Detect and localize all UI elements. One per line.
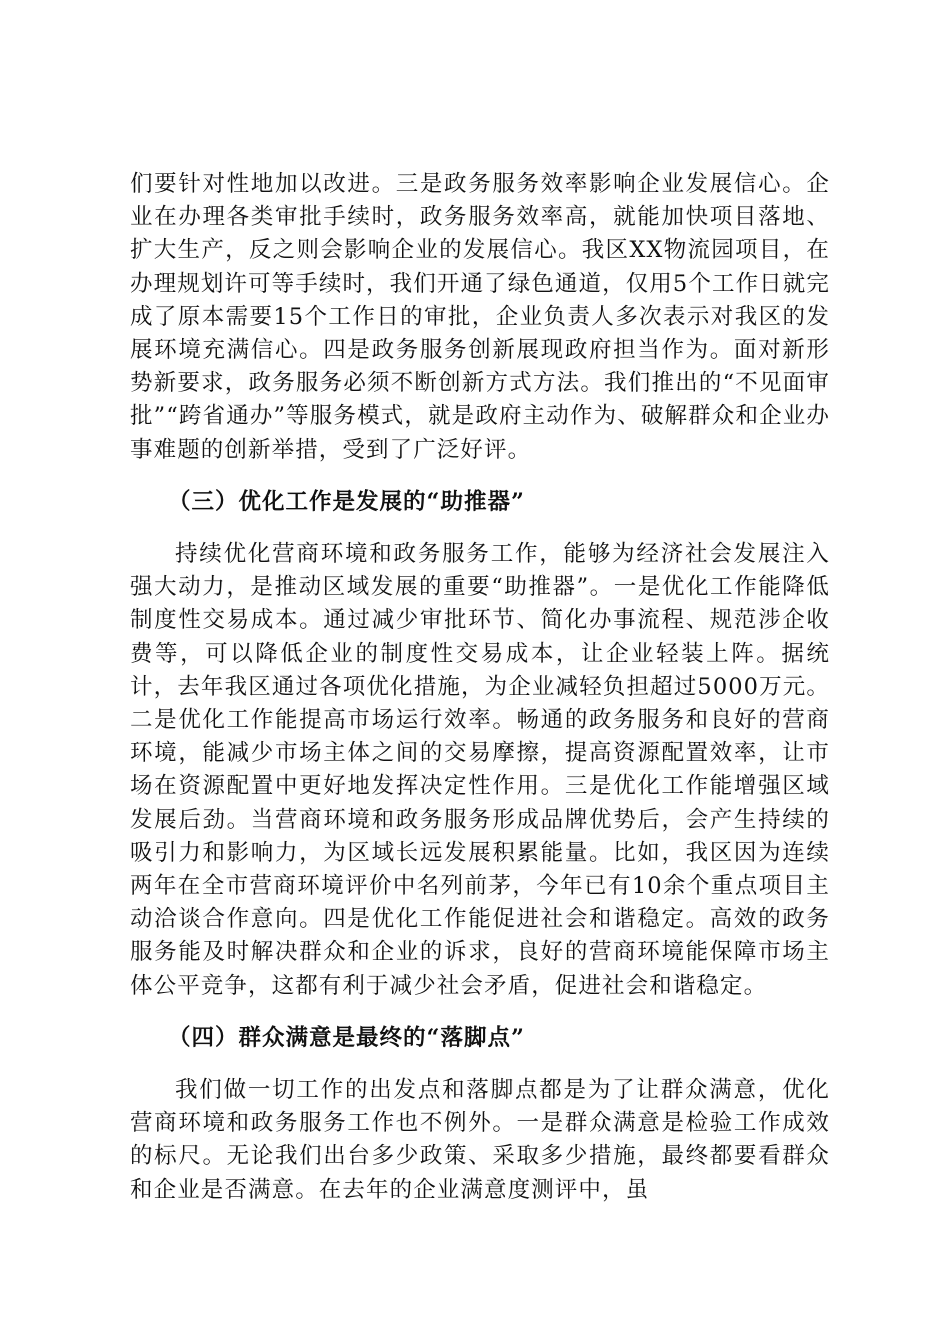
spacer <box>130 1003 830 1022</box>
section-heading-4: （四）群众满意是最终的“落脚点” <box>168 1024 525 1051</box>
section-heading-3: （三）优化工作是发展的“助推器” <box>168 488 525 515</box>
spacer <box>130 467 830 486</box>
paragraph-continuation: 们要针对性地加以改进。三是政务服务效率影响企业发展信心。企业在办理各类审批手续时，政务服务效率高，就能加快项目落地、扩大生产，反之则会影响企业的发展信心。我区XX物流园项目，在办理规划许可等手续时，我们开通了绿色通道，仅用5个工作日就完成了原本需要15个工作日的审批，企业负责人多次表示对我区的发展环境充满信心。四是政务服务创新展现政府担当作为。面对新形势新要求，政务服务必须不断创新方式方法。我们推出的“不见面审批”“跨省通办”等服务模式，就是政府主动作为、破解群众和企业办事难题的创新举措，受到了广泛好评。 <box>130 171 830 463</box>
document-page <box>130 168 830 1207</box>
section-4-body: 我们做一切工作的出发点和落脚点都是为了让群众满意，优化营商环境和政务服务工作也不例外。一是群众满意是检验工作成效的标尺。无论我们出台多少政策、采取多少措施，最终都要看群众和企业是否满意。在去年的企业满意度测评中，虽 <box>130 1077 830 1203</box>
spacer <box>130 519 830 538</box>
section-3-body: 持续优化营商环境和政务服务工作，能够为经济社会发展注入强大动力，是推动区域发展的重要“助推器”。一是优化工作能降低制度性交易成本。通过减少审批环节、简化办事流程、规范涉企收费等，可以降低企业的制度性交易成本，让企业轻装上阵。据统计，去年我区通过各项优化措施，为企业减轻负担超过5000万元。二是优化工作能提高市场运行效率。畅通的政务服务和良好的营商环境，能减少市场主体之间的交易摩擦，提高资源配置效率，让市场在资源配置中更好地发挥决定性作用。三是优化工作能增强区域发展后劲。当营商环境和政务服务形成品牌优势后，会产生持续的吸引力和影响力，为区域长远发展积累能量。比如，我区因为连续两年在全市营商环境评价中名列前茅，今年已有10余个重点项目主动洽谈合作意向。四是优化工作能促进社会和谐稳定。高效的政务服务能及时解决群众和企业的诉求，良好的营商环境能保障市场主体公平竞争，这都有利于减少社会矛盾，促进社会和谐稳定。 <box>130 541 830 999</box>
spacer <box>130 1055 830 1074</box>
